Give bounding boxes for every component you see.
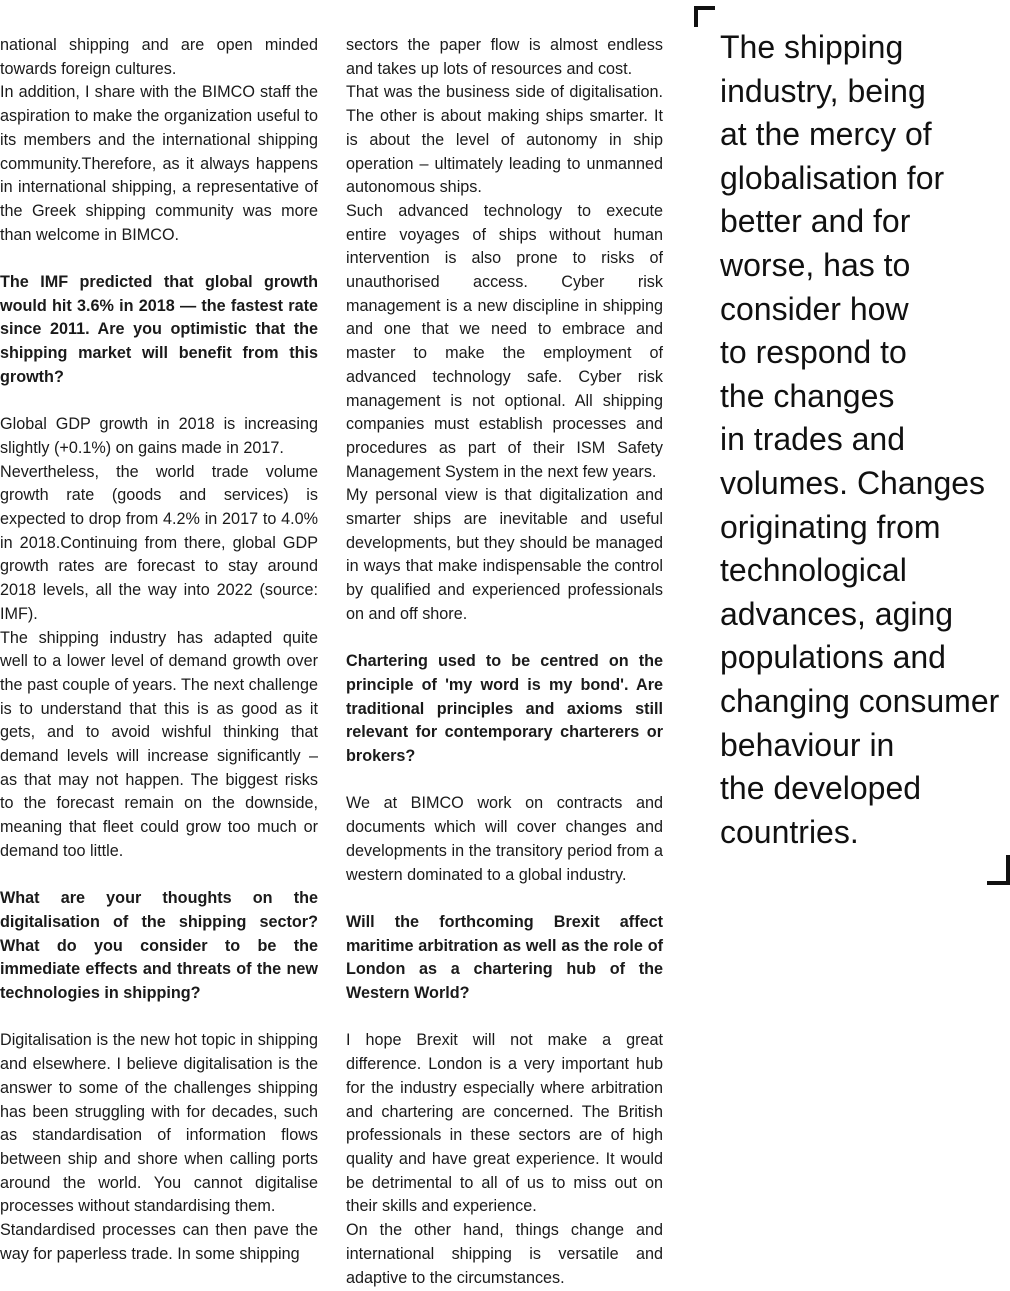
pull-quote-line: originating from [720,508,941,545]
pull-quote-line: the developed [720,770,922,807]
pull-quote-line: volumes. Changes [720,464,986,501]
pull-quote-line: technological [720,552,907,589]
body-paragraph: Standardised processes can then pave the way for paperless trade. In some shipping [0,1221,318,1263]
body-paragraph: Global GDP growth in 2018 is increasing slightly (+0.1%) on gains made in 2017. [0,415,318,457]
pull-quote-line: the changes [720,377,895,414]
pull-quote-line: The shipping [720,29,904,65]
pull-quote-line: to respond to [720,334,907,371]
pull-quote-line: changing consumer [720,682,1000,719]
body-paragraph: On the other hand, things change and international shipping is versatile and adaptive to the circumstances. [346,1221,663,1287]
pull-quote-line: in trades and [720,421,906,458]
pull-quote-line: countries. [720,813,859,850]
body-paragraph: That was the business side of digitalisation. The other is about making ships smarter. It is about the level of autonomy in ship operation – ultimately leading to unmanned autonomous ships. [346,83,663,197]
pull-quote-line: consider how [720,290,909,327]
article-column-2 [346,34,663,1290]
body-paragraph: In addition, I share with the BIMCO staff the aspiration to make the organization useful to its members and the international shipping community.Therefore, as it always happens in international shipping, a representative of the Greek shipping community was more than welcome in BIMCO. [0,83,318,244]
paragraph-gap [346,887,663,911]
body-paragraph: national shipping and are open minded towards foreign cultures. [0,36,318,78]
pull-quote [720,26,1005,854]
interview-question: Will the forthcoming Brexit affect maritime arbitration as well as the role of London as a chartering hub of the Western World? [346,912,663,1003]
paragraph-gap [346,627,663,651]
body-paragraph: Such advanced technology to execute entire voyages of ships without human intervention is also prone to risks of unauthorised access. Cyber risk management is a new discipline in shipping and one that we need to embrace and master to make the employment of advanced technology safe. Cyber risk management is not optional. All shipping companies must establish processes and procedures as part of their ISM Safety Management System in the next few years. [346,201,663,481]
pull-quote-line: globalisation for [720,159,945,196]
paragraph-gap [0,247,318,271]
paragraph-gap [0,1006,318,1030]
paragraph-gap [346,1006,663,1030]
body-paragraph: Nevertheless, the world trade volume growth rate (goods and services) is expected to drop from 4.2% in 2017 to 4.0% in 2018.Continuing from there, global GDP growth rates are forecast to stay around 2018 levels, all the way into 2022 (source: IMF). [0,462,318,623]
paragraph-gap [0,390,318,414]
body-paragraph: I hope Brexit will not make a great difference. London is a very important hub for the industry especially where arbitration and chartering are concerned. The British professionals in these sectors are of high quality and have great experience. It would be detrimental to all of us to miss out on their skills and experience. [346,1031,663,1216]
article-column-1 [0,34,318,1267]
pull-quote-line: advances, aging [720,595,954,632]
pull-quote-line: worse, has to [720,246,911,283]
interview-question: The IMF predicted that global growth would hit 3.6% in 2018 — the fastest rate since 2011. Are you optimistic that the shipping market will benefit from this growth? [0,273,318,386]
pull-quote-line: industry, being [720,72,926,109]
body-paragraph: My personal view is that digitalization and smarter ships are inevitable and useful developments, but they should be managed in ways that make indispensable the control by qualified and experienced professionals on and off shore. [346,486,663,623]
body-paragraph: The shipping industry has adapted quite well to a lower level of demand growth over the past couple of years. The next challenge is to understand that this is as good as it gets, and to avoid wishful thinking that demand levels will increase significantly – as that may not happen. The biggest risks to the forecast remain on the downside, meaning that fleet could grow too much or demand too little. [0,628,318,860]
pullquote-bracket-top-left [694,6,715,27]
pullquote-bracket-bottom-right [987,855,1010,885]
body-paragraph: We at BIMCO work on contracts and documents which will cover changes and developments in the transitory period from a western dominated to a global industry. [346,794,663,884]
interview-question: Chartering used to be centred on the principle of 'my word is my bond'. Are traditional principles and axioms still relevant for contemporary charterers or brokers? [346,652,663,766]
paragraph-gap [0,864,318,888]
pull-quote-line: behaviour in [720,726,895,763]
interview-question: What are your thoughts on the digitalisation of the shipping sector? What do you consider to be the immediate effects and threats of the new technologies in shipping? [0,889,318,1003]
pull-quote-line: at the mercy of [720,116,932,153]
paragraph-gap [346,769,663,793]
body-paragraph: sectors the paper flow is almost endless and takes up lots of resources and cost. [346,36,663,78]
pull-quote-line: populations and [720,639,946,676]
pull-quote-line: better and for [720,203,911,240]
body-paragraph: Digitalisation is the new hot topic in shipping and elsewhere. I believe digitalisation is the answer to some of the challenges shipping has been struggling with for decades, such as standardisation of information flows between ship and shore when calling ports around the world. You cannot digitalise processes without standardising them. [0,1031,318,1216]
